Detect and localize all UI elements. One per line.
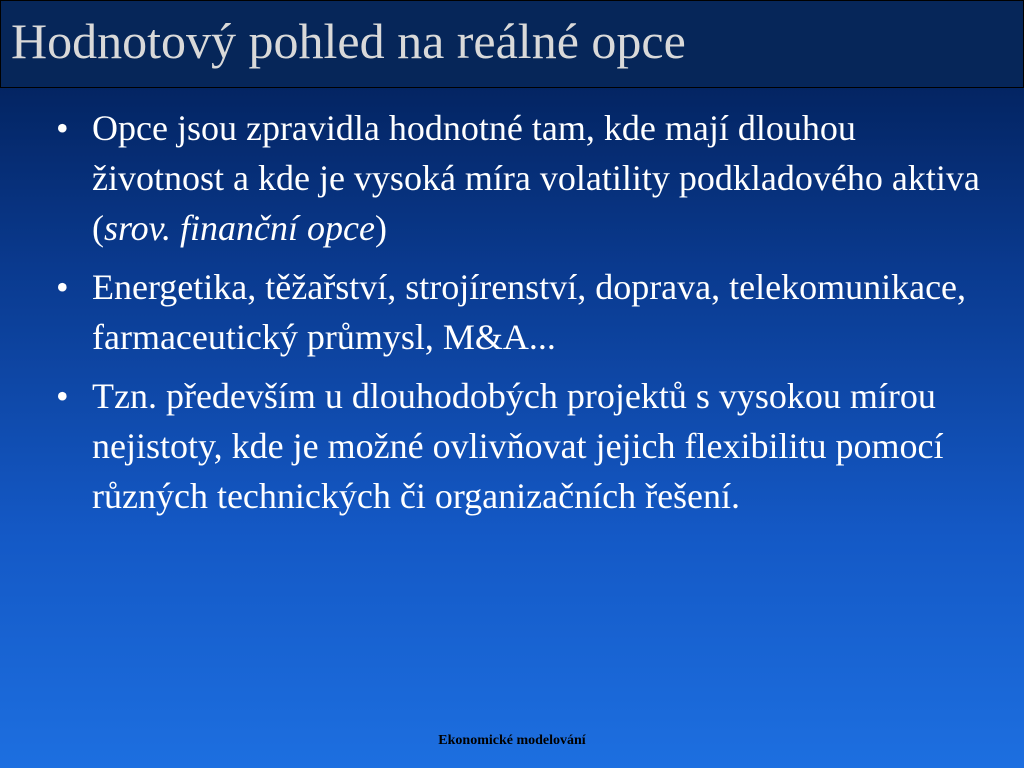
bullet-text-end: )	[374, 208, 387, 248]
bullet-text: Energetika, těžařství, strojírenství, doprava, telekomunikace, farmaceutický průmysl, M&A...	[92, 267, 967, 357]
footer-label: Ekonomické modelování	[438, 733, 586, 748]
bullet-text: Tzn. především u dlouhodobých projektů s vysokou mírou nejistoty, kde je možné ovlivňovat jejich flexibilitu pomocí různých technických či organizačních řešení.	[92, 376, 944, 516]
slide-title: Hodnotový pohled na reálné opce	[11, 13, 686, 69]
bullet-icon: •	[56, 267, 69, 307]
bullet-icon: •	[56, 108, 69, 148]
title-bar	[0, 0, 1024, 88]
bullet-text-italic: srov. finanční opce	[104, 208, 375, 248]
bullet-item	[56, 371, 996, 521]
bullet-item	[56, 262, 996, 362]
bullet-item	[56, 103, 996, 253]
bullet-icon: •	[56, 376, 69, 416]
bullet-text: Opce jsou zpravidla hodnotné tam, kde mají dlouhou životnost a kde je vysoká míra volatility podkladového aktiva (	[92, 108, 980, 248]
bullet-list	[56, 103, 996, 530]
